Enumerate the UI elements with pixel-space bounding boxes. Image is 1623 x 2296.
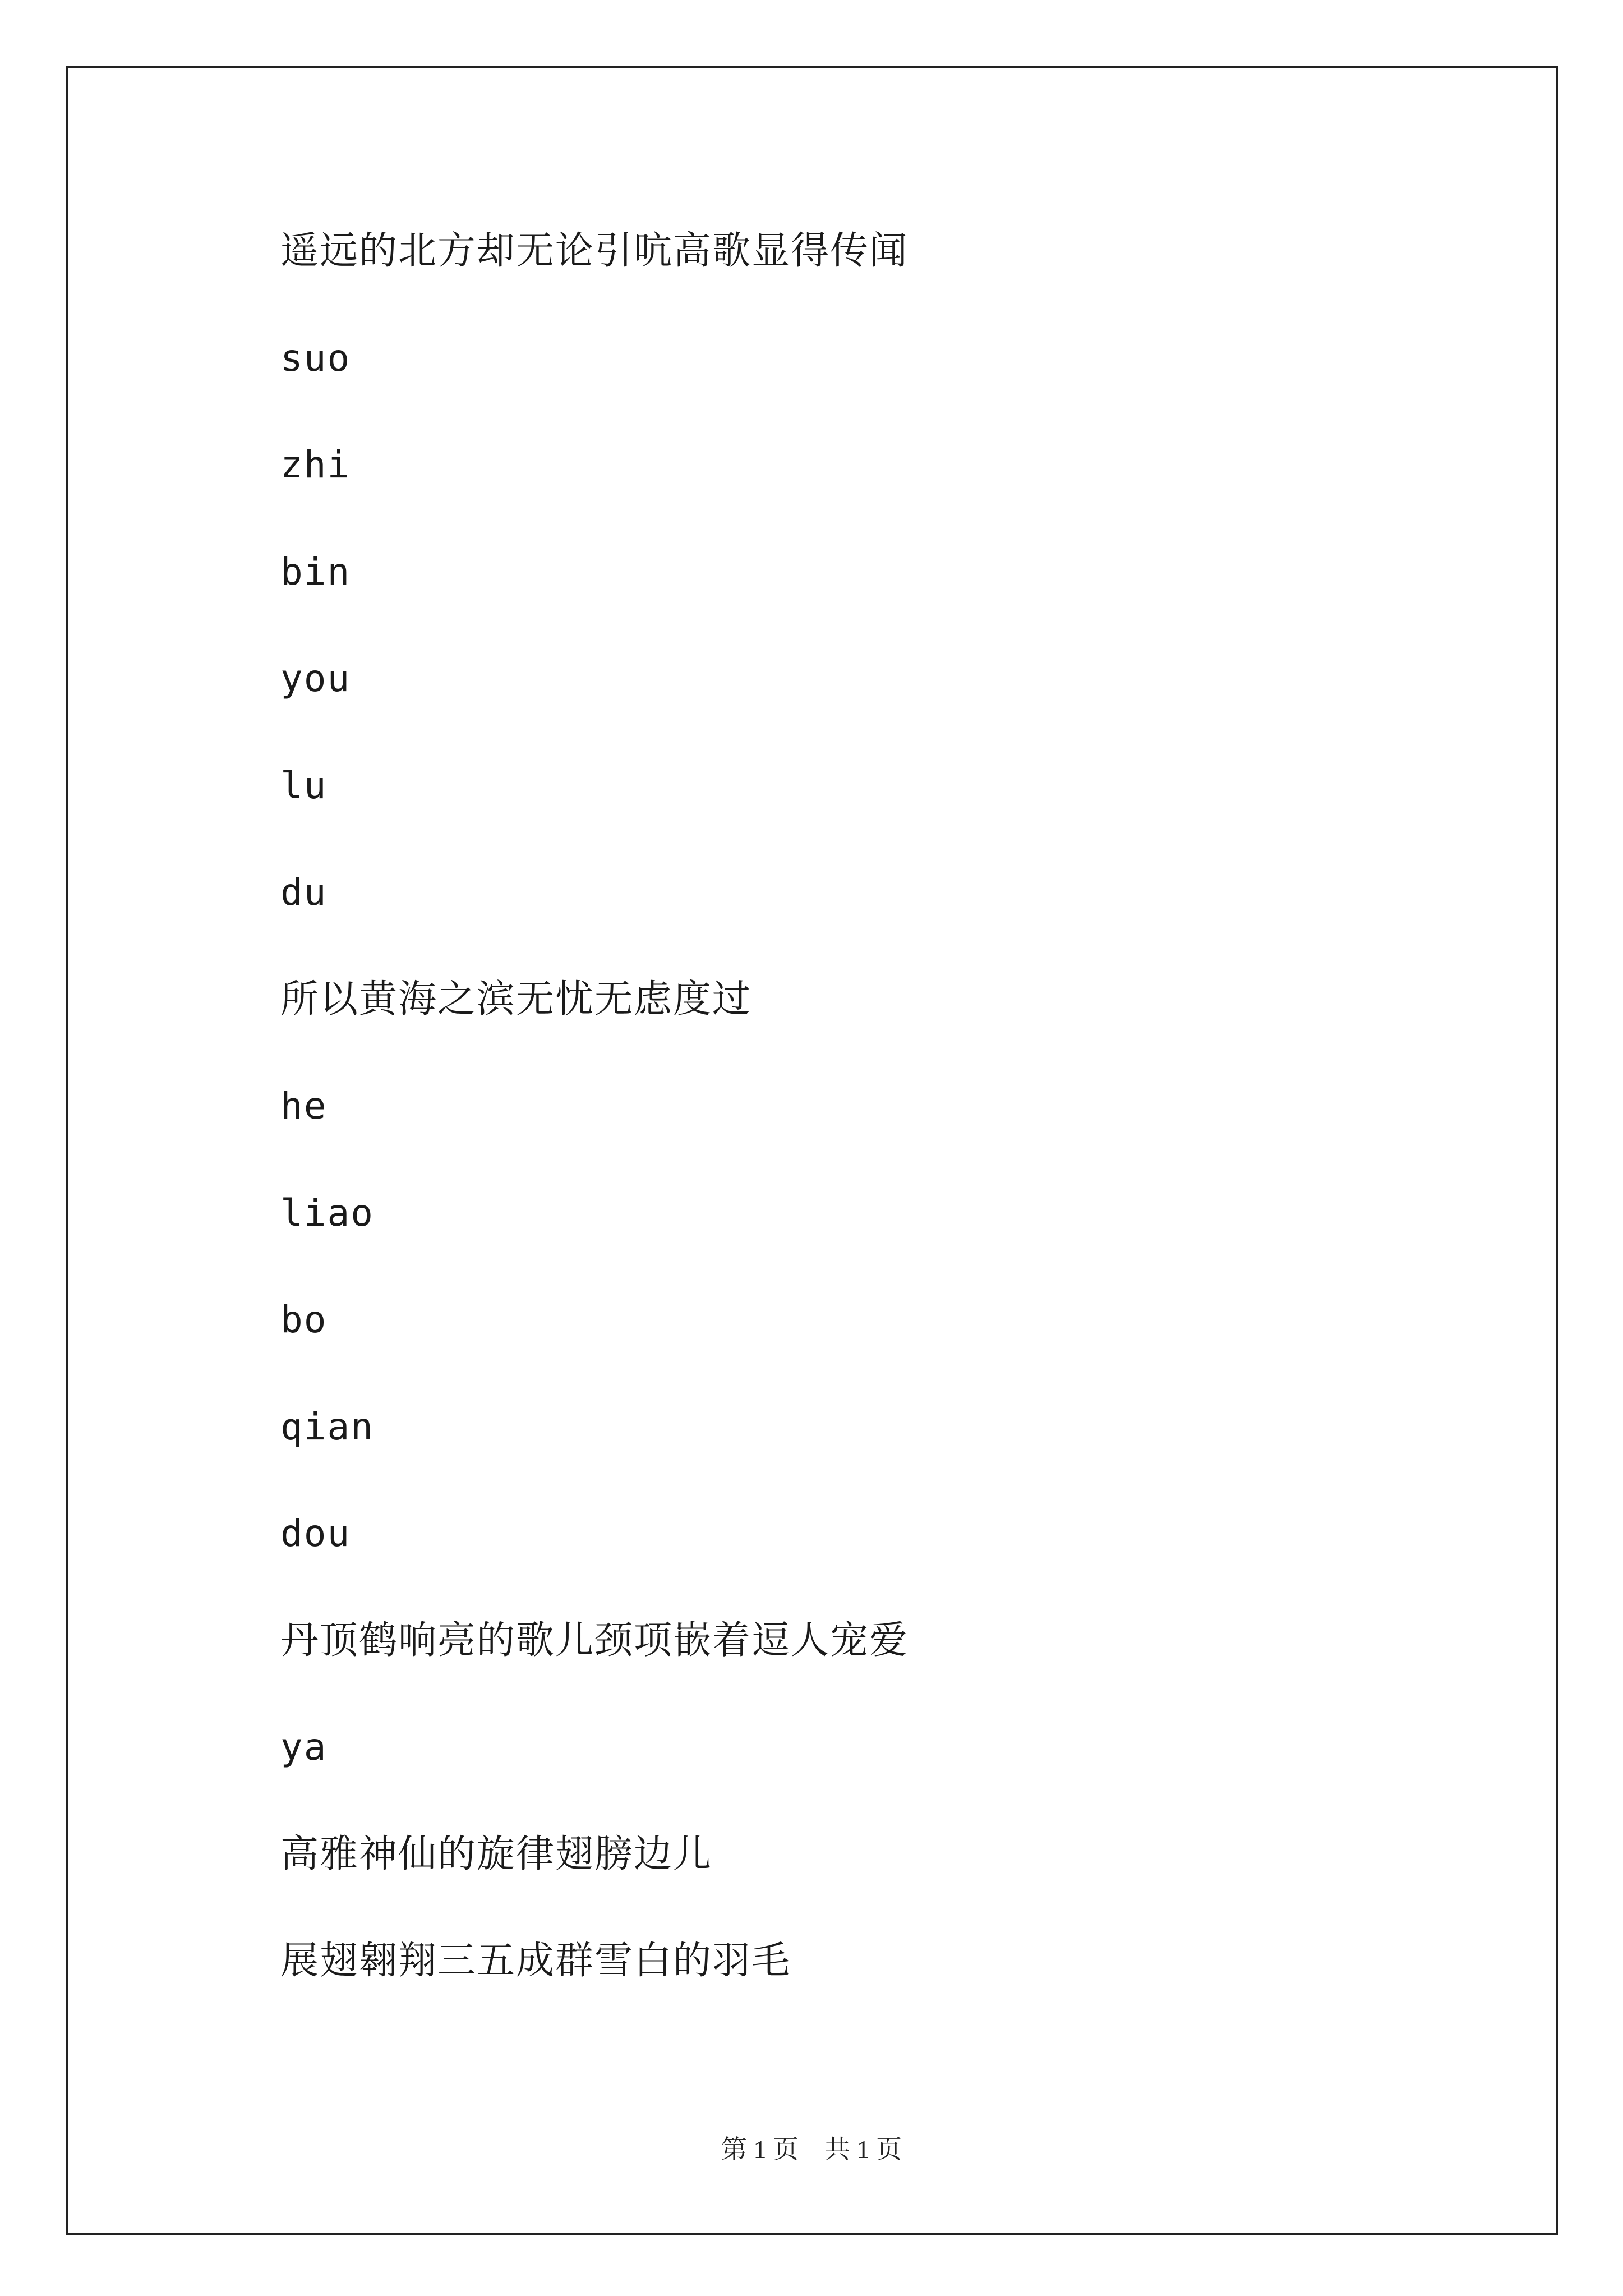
text-line: bo <box>280 1298 328 1341</box>
document-body <box>280 218 1458 2035</box>
text-line: lu <box>280 763 328 807</box>
text-line: ya <box>280 1726 328 1769</box>
text-line: he <box>280 1084 328 1128</box>
text-line: 高雅神仙的旋律翅膀边儿 <box>280 1832 713 1876</box>
text-line: bin <box>280 550 351 593</box>
text-line: suo <box>280 336 351 380</box>
text-line: qian <box>280 1405 374 1448</box>
text-line: you <box>280 657 351 700</box>
text-line: du <box>280 871 328 914</box>
text-line: 丹顶鹤响亮的歌儿颈项嵌着逗人宠爱 <box>280 1618 909 1663</box>
page-number-footer: 第 1 页 共 1 页 <box>721 2135 902 2164</box>
text-line: 所以黄海之滨无忧无虑度过 <box>280 977 752 1022</box>
text-line: 展翅翱翔三五成群雪白的羽毛 <box>280 1939 791 1983</box>
text-line: dou <box>280 1512 351 1555</box>
text-line: liao <box>280 1191 374 1235</box>
text-line: 遥远的北方却无论引吭高歌显得传闻 <box>280 229 909 273</box>
text-line: zhi <box>280 443 351 486</box>
